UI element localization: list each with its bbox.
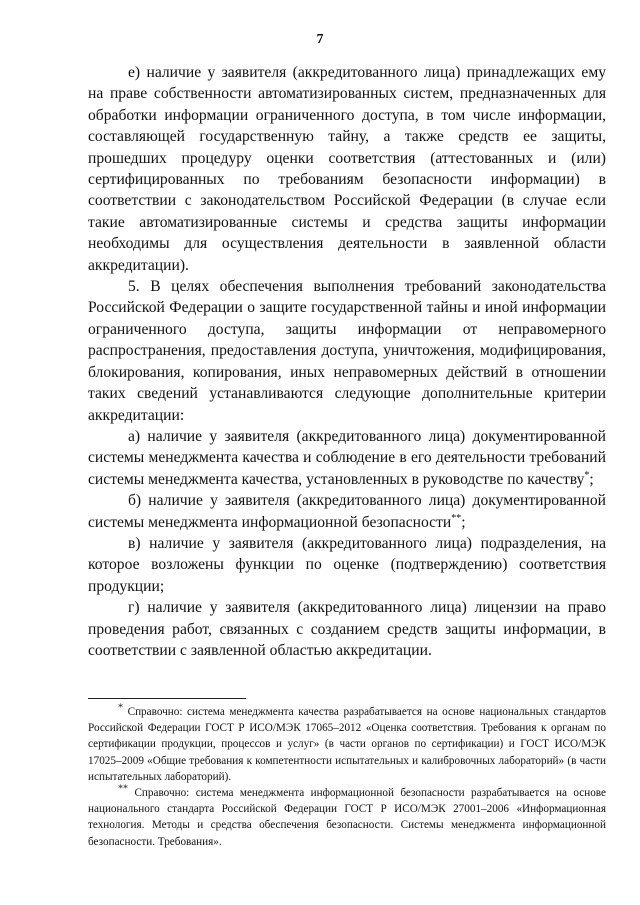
footnote-2 xyxy=(88,785,606,850)
item-a xyxy=(88,426,606,490)
page-number: 7 xyxy=(316,32,324,47)
item-b xyxy=(88,490,606,533)
body-text xyxy=(88,62,606,661)
item-d: г) наличие у заявителя (аккредитованного лица) лицензии на право проведения работ, связанных с созданием средств защиты информации, в соответствии с заявленной областью аккредитации. xyxy=(88,599,606,659)
item-b-end: ; xyxy=(461,513,466,531)
footnote-divider xyxy=(88,698,246,699)
item-b-text: б) наличие у заявителя (аккредитованного лица) документированной системы менеджмента информационной безопасности xyxy=(88,492,606,531)
paragraph-e: е) наличие у заявителя (аккредитованного лица) принадлежащих ему на праве собственности автоматизированных систем, предназначенных для обработки информации ограниченного доступа, в том числе информации, составляющей государственную тайну, а также средств ее защиты, прошедших процедуру оценки соответствия (аттестованных и (или) сертифицированных по требованиям безопасности информации) в соответствии с законодательством Российской Федерации (в случае если такие автоматизированные системы и средства защиты информации необходимы для осуществления деятельности в заявленной области аккредитации). xyxy=(88,64,606,274)
item-a-end: ; xyxy=(589,470,594,488)
footnote-1-text: Справочно: система менеджмента качества разрабатывается на основе национальных стандартов Российской Федерации ГОСТ Р ИСО/МЭК 17065–2012 «Оценка соответствия. Требования к органам по сертификации продукции, процессов и услуг» (в части органов по сертификации) и ГОСТ ИСО/МЭК 17025–2009 «Общие требования к компетентности испытательных и калибровочных лабораторий» (в части испытательных лабораторий). xyxy=(88,706,606,783)
footnote-1-mark: * xyxy=(118,702,123,714)
footnote-ref-2: ** xyxy=(451,512,462,524)
item-a-text: а) наличие у заявителя (аккредитованного лица) документированной системы менеджмента качества и соблюдение в его деятельности требований системы менеджмента качества, установленных в руководстве по качеству xyxy=(88,427,606,488)
footnote-1 xyxy=(88,704,606,785)
item-c: в) наличие у заявителя (аккредитованного лица) подразделения, на которое возложены функции по оценке (подтверждению) соответствия продукции; xyxy=(88,534,606,595)
footnotes xyxy=(88,704,606,850)
footnote-ref-1: * xyxy=(584,469,590,481)
footnote-2-text: Справочно: система менеджмента информационной безопасности разрабатывается на основе национального стандарта Российской Федерации ГОСТ Р ИСО/МЭК 27001–2006 «Информационная технология. Методы и средства обеспечения безопасности. Системы менеджмента информационной безопасности. Требования». xyxy=(88,787,606,848)
paragraph-5: 5. В целях обеспечения выполнения требований законодательства Российской Федерации о защите государственной тайны и иной информации ограниченного доступа, защиты информации от неправомерного распространения, предоставления доступа, уничтожения, модифицирования, блокирования, копирования, иных неправомерных действий в отношении таких сведений устанавливаются следующие дополнительные критерии аккредитации: xyxy=(88,278,606,424)
footnote-2-mark: ** xyxy=(118,783,128,795)
